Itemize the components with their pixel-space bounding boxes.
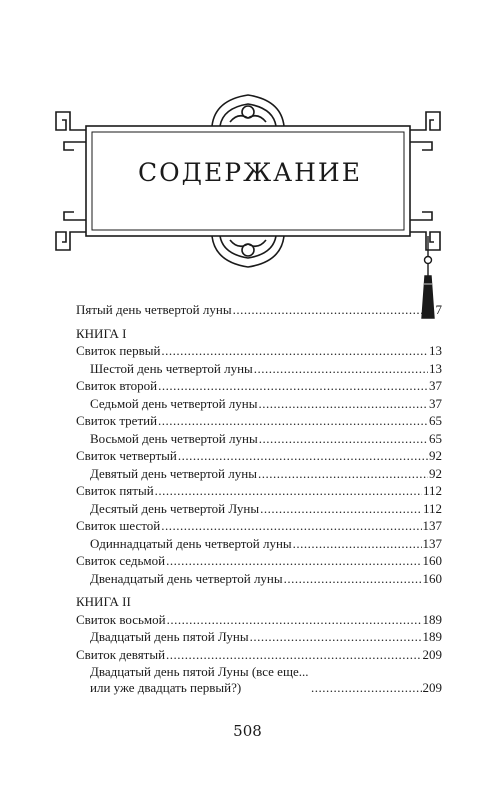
toc-entry-label: Двенадцатый день четвертой луны	[90, 570, 283, 586]
toc-entry-label: Десятый день четвертой Луны	[90, 500, 260, 516]
page-title: СОДЕРЖАНИЕ	[138, 158, 362, 187]
toc-entry-last[interactable]	[76, 664, 442, 696]
toc-entry-label: Свиток пятый	[76, 483, 154, 498]
toc-entry-page: 13	[429, 343, 442, 358]
toc-entry[interactable]	[76, 553, 442, 571]
toc-entry[interactable]	[76, 612, 442, 630]
toc-entry-label: Седьмой день четвертой луны	[90, 395, 258, 411]
toc-entry-page: 65	[429, 413, 442, 428]
table-of-contents	[76, 302, 442, 696]
toc-entry[interactable]	[76, 501, 442, 519]
toc-entry[interactable]	[76, 571, 442, 589]
toc-entry-page: 209	[422, 646, 442, 662]
toc-entry-intro[interactable]	[76, 302, 442, 320]
toc-entry-page: 65	[429, 430, 442, 446]
toc-entry-page: 137	[422, 518, 442, 533]
toc-entry-page: 13	[429, 360, 442, 376]
toc-entry-page: 209	[422, 680, 442, 695]
toc-entry-label: Свиток третий	[76, 413, 158, 428]
toc-entry-label: Пятый день четвертой луны	[76, 302, 232, 317]
toc-entry[interactable]	[76, 448, 442, 466]
toc-entry-page: 112	[422, 500, 442, 516]
toc-entry-page: 92	[429, 448, 442, 463]
toc-entry-page: 37	[429, 378, 442, 393]
toc-entry-page: 7	[435, 302, 442, 317]
toc-entry[interactable]	[76, 378, 442, 396]
toc-entry-label: Двадцатый день пятой Луны (все еще... или уже двадцать первый?)	[90, 664, 309, 695]
toc-entry[interactable]	[76, 361, 442, 379]
toc-entry[interactable]	[76, 536, 442, 554]
toc-entry-label: Свиток первый	[76, 343, 161, 358]
toc-entry[interactable]	[76, 483, 442, 501]
page-number: 508	[233, 722, 262, 740]
toc-entry-page: 189	[422, 629, 442, 644]
toc-entry-page: 137	[422, 535, 442, 551]
toc-entry-label: Свиток шестой	[76, 518, 161, 533]
toc-entry-page: 92	[429, 465, 442, 481]
toc-entry-label: Свиток девятый	[76, 646, 166, 662]
toc-entry-page: 160	[422, 570, 442, 586]
toc-entry-label: Восьмой день четвертой луны	[90, 430, 258, 446]
toc-entry[interactable]	[76, 431, 442, 449]
toc-entry-page: 189	[422, 611, 442, 627]
book-heading-1: КНИГА I	[76, 325, 127, 341]
toc-entry-page: 37	[429, 395, 442, 411]
toc-entry[interactable]	[76, 647, 442, 665]
toc-entry[interactable]	[76, 466, 442, 484]
book-heading-2: КНИГА II	[76, 594, 131, 609]
toc-entry[interactable]	[76, 518, 442, 536]
toc-entry-label: Свиток седьмой	[76, 553, 166, 568]
toc-entry[interactable]	[76, 343, 442, 361]
toc-entry-page: 112	[422, 483, 442, 498]
book2-entries	[76, 612, 442, 665]
toc-entry-label: Девятый день четвертой луны	[90, 465, 257, 481]
toc-entry-label: Одиннадцатый день четвертой луны	[90, 535, 292, 551]
book1-entries	[76, 343, 442, 588]
toc-entry-page: 160	[422, 553, 442, 568]
toc-entry-label: Свиток восьмой	[76, 611, 166, 627]
toc-entry[interactable]	[76, 629, 442, 647]
toc-entry[interactable]	[76, 413, 442, 431]
toc-entry[interactable]	[76, 396, 442, 414]
toc-entry-label: Свиток второй	[76, 378, 158, 393]
toc-entry-label: Двадцатый день пятой Луны	[90, 629, 249, 644]
toc-entry-label: Шестой день четвертой луны	[90, 360, 253, 376]
toc-entry-label: Свиток четвертый	[76, 448, 177, 463]
